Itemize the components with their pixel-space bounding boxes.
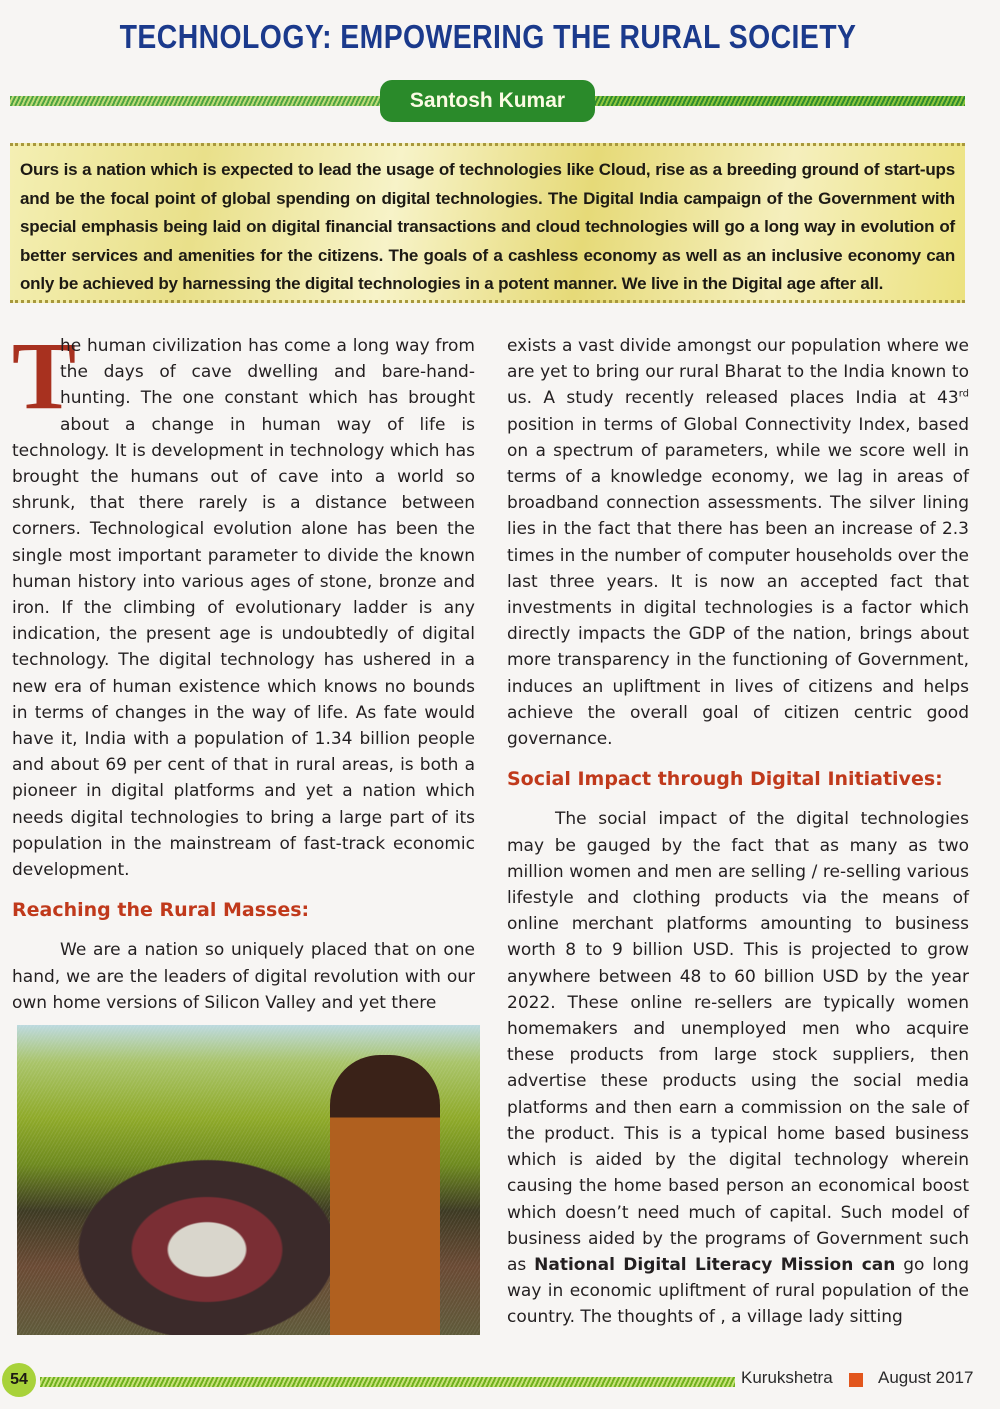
footer-stripe [40,1377,735,1387]
social-impact-paragraph [507,806,969,1330]
intro-paragraph [12,322,475,883]
issue-date: August 2017 [878,1368,974,1387]
abstract-text: Ours is a nation which is expected to lead the usage of technologies like Cloud, rise as a breeding ground of start-ups and be the focal point of global spending on digital technologies. The Digital India campaign of the Government with special emphasis being laid on digital financial transactions and cloud technologies will go a long way in evolution of better services and amenities for the citizens. The goals of a cashless economy as well as an inclusive economy can only be achieved by harnessing the digital technologies in a potent manner. We live in the Digital age after all. [20,160,955,293]
section-heading-rural-masses: Reaching the Rural Masses: [12,899,310,922]
article-title: TECHNOLOGY: EMPOWERING THE RURAL SOCIETY [119,18,857,55]
rural-masses-paragraph: We are a nation so uniquely placed that on one hand, we are the leaders of digital revolution with our own home versions of Silicon Valley and yet there [12,940,475,1013]
photo-standing-woman [330,1055,440,1335]
magazine-name: Kurukshetra [741,1368,833,1387]
left-column [12,322,475,1016]
section-heading-social-impact: Social Impact through Digital Initiatives: [507,768,943,791]
rural-women-photo [17,1025,480,1335]
continued-text-b: position in terms of Global Connectivity Index, based on a spectrum of parameters, while we score well in terms of a knowledge economy, we lag in areas of broadband connection assessments. The silver lining lies in the fact that there has been an increase of 2.3 times in the number of computer households over the last three years. It is now an accepted fact that investments in digital technologies is a factor which directly impacts the GDP of the nation, brings about more transparency in the functioning of Government, induces an upliftment in lives of citizens and helps achieve the overall goal of citizen centric good governance. [507,414,969,750]
decorative-stripe-right [580,96,965,106]
social-impact-text-b: go long way in economic upliftment of rural population of the country. The thoughts of , a village lady sitting [507,1254,969,1328]
right-column [507,333,969,1331]
author-name: Santosh Kumar [380,80,595,122]
intro-text: he human civilization has come a long way from the days of cave dwelling and bare-hand-hunting. The one constant which has brought about a change in human way of life is technology. It is development in technology which has brought the humans out of cave into a world so shrunk, that there rarely is a distance between corners. Technological evolution alone has been the single most important parameter to divide the known human history into various ages of stone, bronze and iron. If the climbing of evolutionary ladder is any indication, the present age is undoubtedly of digital technology. The digital technology has ushered in a new era of human existence which knows no bounds in terms of changes in the way of life. As fate would have it, India with a population of 1.34 billion people and about 69 per cent of that in rural areas, is both a pioneer in digital platforms and yet a nation which needs digital technologies to bring a large part of its population in the mainstream of fast-track economic development. [12,336,475,881]
social-impact-text-a: The social impact of the digital technologies may be gauged by the fact that as many as two million women and men are selling / re-selling various lifestyle and clothing products via the means of online merchant platforms amounting to business worth 8 to 9 billion USD. This is projected to grow anywhere between 48 to 60 billion USD by the year 2022. These online re-sellers are typically women homemakers and unemployed men who acquire these products from large stock suppliers, then advertise these products using the social media platforms and then earn a commission on the sale of the product. This is a typical home based business which is aided by the digital technology wherein causing the home based person an economical boost which doesn’t need much of capital. Such model of business aided by the programs of Government such as [507,809,969,1275]
ordinal-suffix: rd [958,388,969,400]
rural-masses-continued [507,333,969,752]
drop-cap: T [12,322,77,429]
page-number: 54 [2,1363,36,1397]
decorative-stripe-left [10,96,390,106]
page-footer [0,1360,1000,1400]
continued-text-a: exists a vast divide amongst our population where we are yet to bring our rural Bharat to the India known to us. A study recently released places India at 43 [507,336,969,409]
photo-seated-group [57,1145,357,1335]
abstract-box [10,143,965,303]
ndlm-bold-text: National Digital Literacy Mission can [534,1254,896,1275]
author-bar [10,80,965,124]
separator-square-icon [849,1373,863,1387]
